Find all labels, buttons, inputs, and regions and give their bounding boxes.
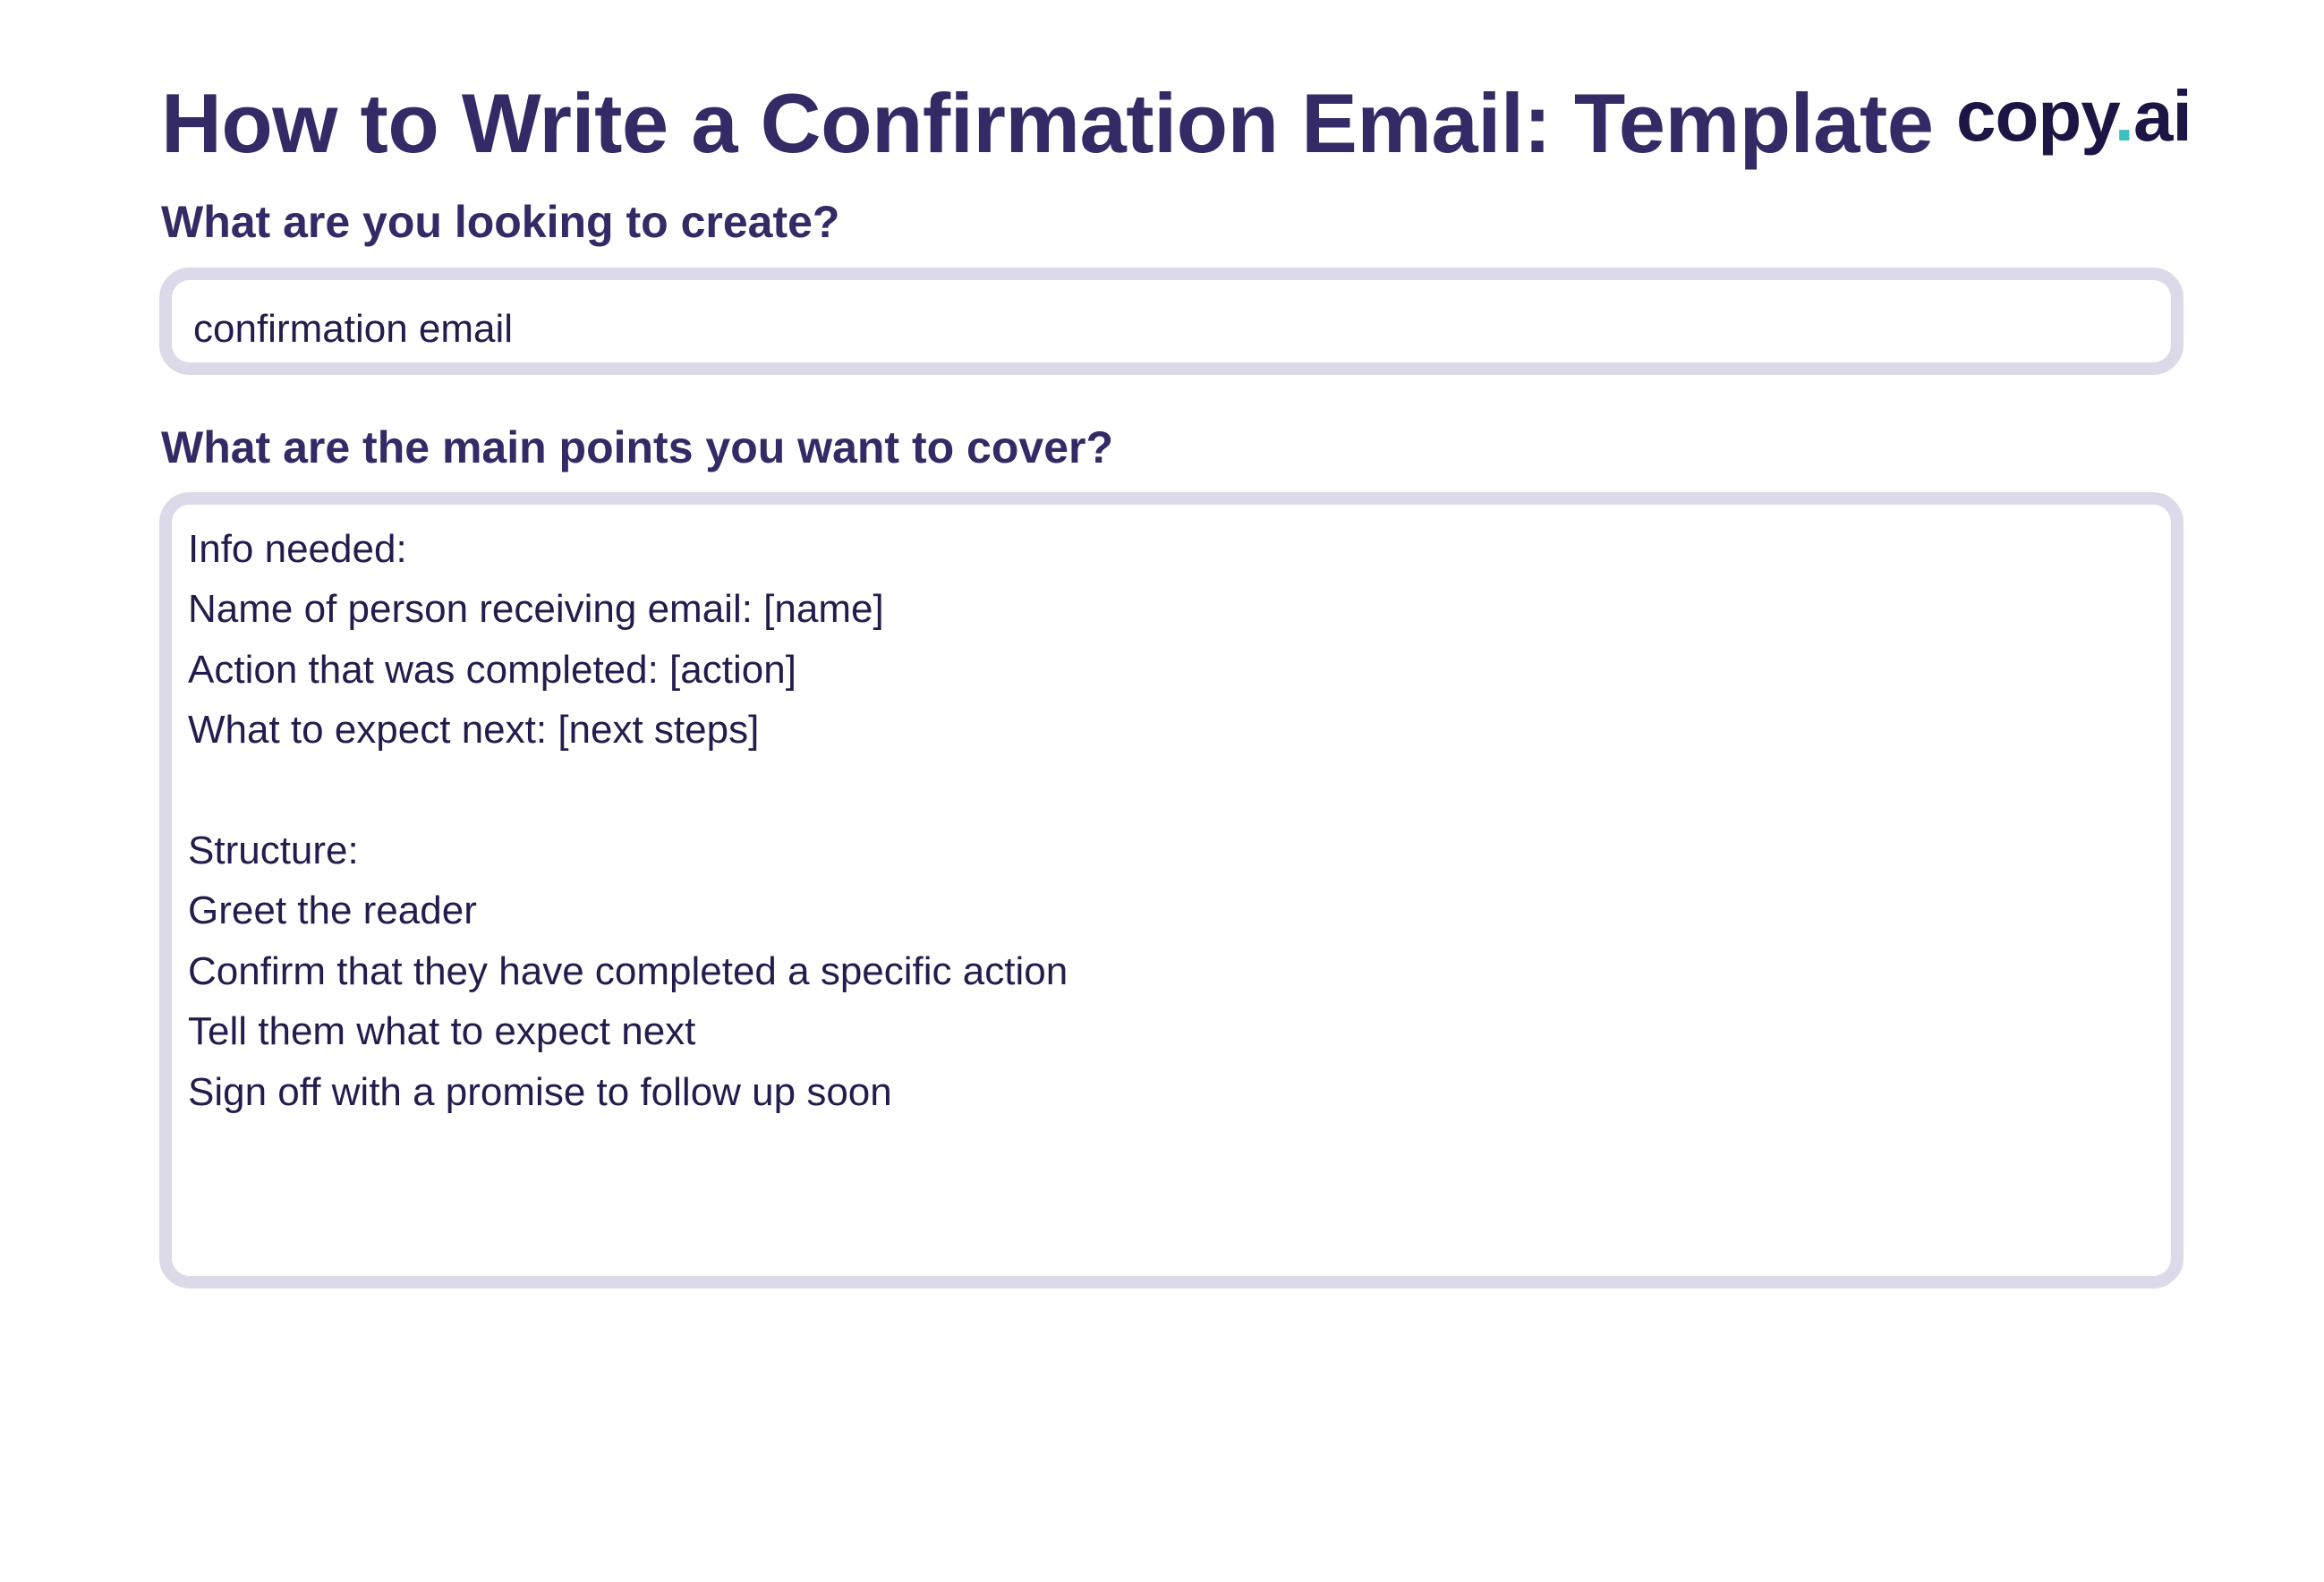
blank-line [188,761,2155,821]
page-title: How to Write a Confirmation Email: Template [161,76,1934,170]
text-line: Name of person receiving email: [name] [188,587,884,632]
create-input[interactable] [159,268,2184,375]
text-line: Sign off with a promise to follow up soon [188,1069,892,1114]
text-line: Confirm that they have completed a specific action [188,948,1068,993]
main-points-lines [188,519,2155,1122]
copy-ai-logo [1956,75,2192,157]
text-line: Action that was completed: [action] [188,647,796,692]
text-line: Structure: [188,828,359,872]
text-line: What to expect next: [next steps] [188,708,760,753]
text-line: Tell them what to expect next [188,1009,696,1054]
text-line: Info needed: [188,527,407,571]
main-points-question-label: What are the main points you want to cover? [161,422,1114,472]
main-points-textarea[interactable] [159,492,2184,1289]
logo-text-ai: ai [2133,76,2192,156]
create-question-label: What are you looking to create? [161,197,840,247]
text-line: Greet the reader [188,889,477,933]
create-input-value: confirmation email [193,307,514,351]
logo-text-copy: copy [1956,76,2115,156]
logo-dot: . [2114,76,2134,156]
